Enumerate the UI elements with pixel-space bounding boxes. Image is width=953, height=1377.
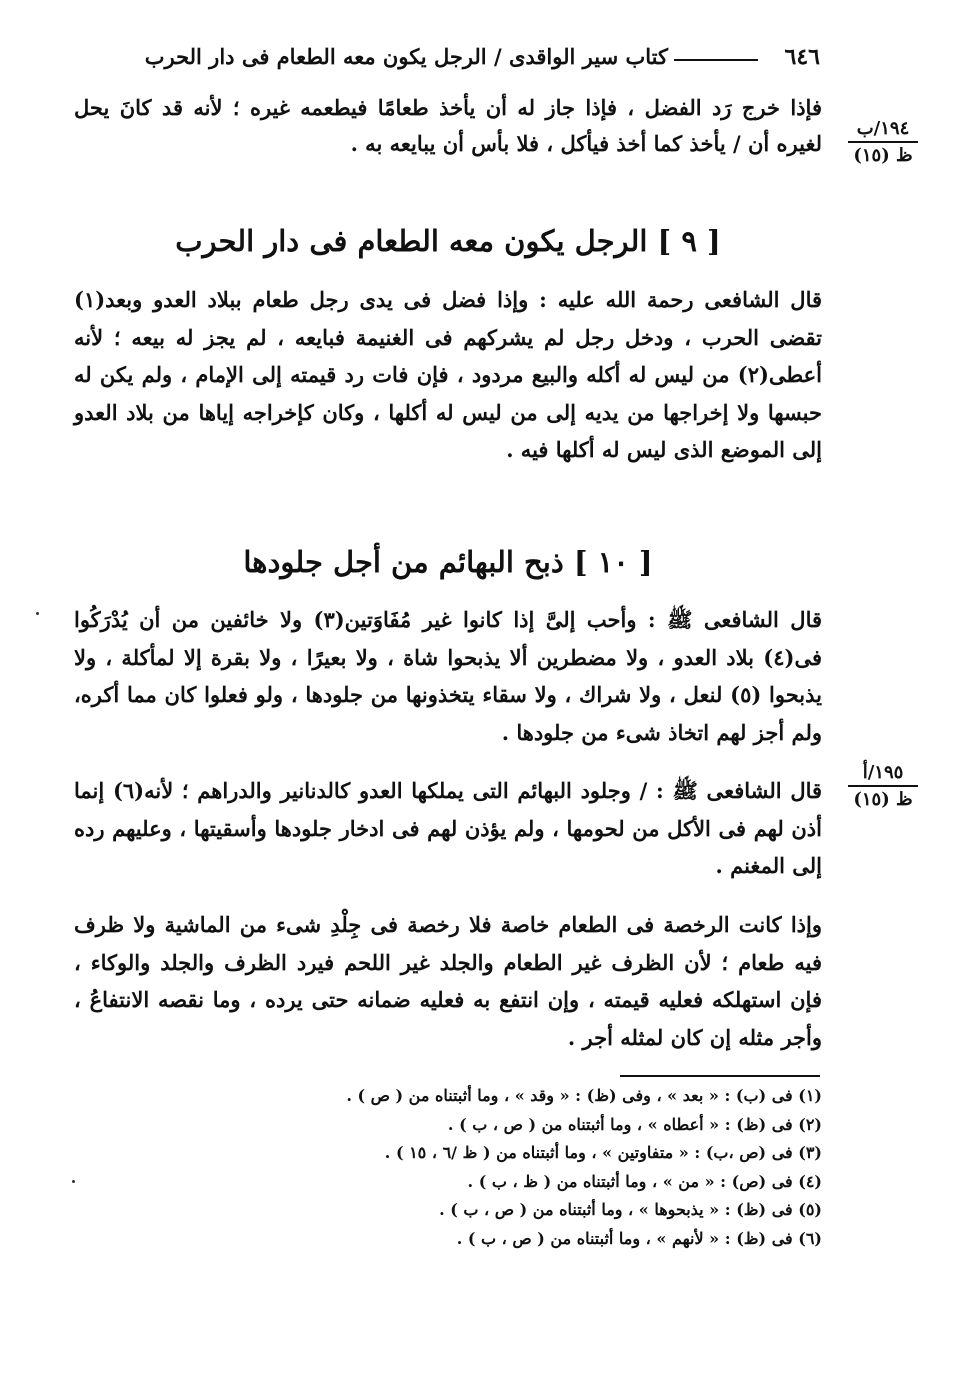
- footnote-rule: [620, 1075, 820, 1077]
- page-number: ٦٤٦: [784, 44, 820, 70]
- paragraph-text: وإذا كانت الرخصة فى الطعام خاصة فلا رخصة فى جِلْدِ شىء من الماشية ولا ظرف فيه طعام ؛ لأن الظرف غير الطعام والجلد غير اللحم فيرد الظرف والجلد والوكاء ، فإن استهلكه فعليه قيمته ، وإن انتفع به فعليه ضمانه حتى يرده ، وما نقصه الانتفاعُ ، وأجر مثله إن كان لمثله أجر .: [74, 912, 822, 1050]
- header-rule: [674, 59, 758, 61]
- paragraph-text: رحمة الله عليه : وإذا فضل فى يدى رجل طعام ببلاد العدو وبعد(١) تقضى الحرب ، ودخل رجل لم يشركهم فى الغنيمة فبايعه ، لم يجز له بيعه ؛ لأنه أعطى(٢) من ليس له أكله والبيع مردود ، فإن فات رد قيمته إلى الإمام ، ولم يكن له حبسها ولا إخراجها من يديه إلى من ليس له أكلها ، وكان كإخراجه إياها من بلاد العدو إلى الموضع الذى ليس له أكلها فيه .: [74, 287, 822, 462]
- section-10-paragraph-1: [74, 601, 822, 751]
- footnote: (٢) فى (ظ) : « أعطاه » ، وما أثبتناه من ( ص ، ب ) .: [447, 1114, 822, 1134]
- section-heading: [ ٩ ] الرجل يكون معه الطعام فى دار الحرب: [175, 224, 721, 258]
- footnotes: [320, 1082, 822, 1253]
- footnote: (٦) فى (ظ) : « لأنهم » ، وما أثبتناه من ( ص ، ب ) .: [456, 1228, 822, 1248]
- margin-folio: ١٩٤/ب: [848, 118, 918, 143]
- speaker-name: قال الشافعى ﷺ: [672, 778, 823, 803]
- footnote: (٥) فى (ظ) : « يذبحوها » ، وما أثبتناه من ( ص ، ب ) .: [439, 1200, 822, 1219]
- paragraph-text: : وأحب إلىَّ إذا كانوا غير مُفَاوَتين(٣) ولا خائفين من أن يُدْرَكُوا فى(٤) بلاد العدو ، ولا مضطرين ألا يذبحوا شاة ، ولا بعيرًا ، ولا بقرة إلا لمأكلة ، ولا يذبحوا (٥) لنعل ، ولا شراك ، ولا سقاء يتخذونها من جلودها ، ولو فعلوا كان مما أكره، ولم أجز لهم اتخاذ شىء من جلودها .: [74, 607, 822, 745]
- margin-manuscript: ظ (١٥): [853, 145, 913, 166]
- margin-reference: [848, 762, 918, 810]
- continuation-paragraph: [74, 90, 822, 161]
- section-10-paragraph-2: [74, 772, 822, 885]
- section-heading: [ ١٠ ] ذبح البهائم من أجل جلودها: [243, 545, 653, 579]
- speaker-name: قال الشافعى: [704, 287, 823, 312]
- margin-folio: ١٩٥/أ: [848, 762, 918, 787]
- speaker-name: قال الشافعى ﷺ: [667, 607, 823, 632]
- running-header: [76, 42, 820, 78]
- header-title: كتاب سير الواقدى / الرجل يكون معه الطعام فى دار الحرب: [144, 44, 668, 69]
- scan-speck: [72, 1180, 75, 1183]
- footnote: (٣) فى (ص ،ب) : « متفاوتين » ، وما أثبتناه من ( ظ /٦ ، ١٥ ) .: [384, 1143, 822, 1162]
- footnote: (١) فى (ب) : « بعد » ، وفى (ظ) : « وقد » ، وما أثبتناه من ( ص ) .: [346, 1086, 822, 1105]
- paragraph-text: : / وجلود البهائم التى يملكها العدو كالدنانير والدراهم ؛ لأنه(٦) إنما أذن لهم فى الأكل من لحومها ، ولم يؤذن لهم فى ادخار جلودها وأسقيتها ، وعليهم رده إلى المغنم .: [74, 778, 822, 878]
- section-10-paragraph-3: [74, 906, 822, 1056]
- footnote: (٤) فى (ص) : « من » ، وما أثبتناه من ( ظ ، ب ) .: [467, 1171, 822, 1191]
- margin-manuscript: ظ (١٥): [853, 789, 913, 810]
- paragraph-text: فإذا خرج رَد الفضل ، فإذا جاز له أن يأخذ طعامًا فيطعمه غيره ؛ لأنه قد كانَ يحل لغيره أن / يأخذ كما أخذ فيأكل ، فلا بأس أن يبايعه به .: [74, 95, 822, 156]
- section-9-paragraph: [74, 281, 822, 469]
- margin-reference: [848, 118, 918, 166]
- scan-speck: [36, 612, 39, 615]
